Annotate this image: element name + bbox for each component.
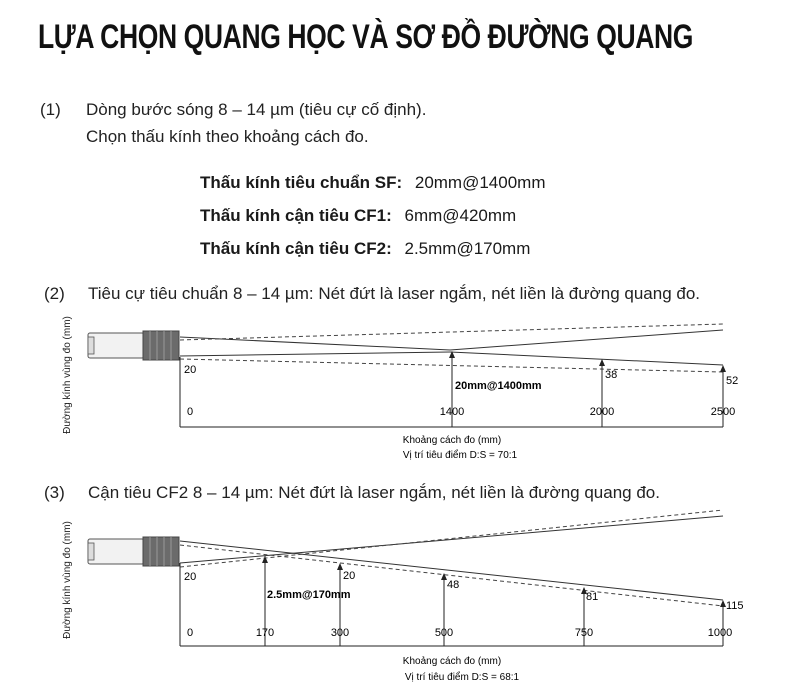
- spot-label: 38: [605, 369, 618, 381]
- tick-label: 170: [255, 627, 275, 639]
- section3-number: (3): [44, 483, 65, 502]
- arrow-icon: [262, 556, 268, 563]
- start-spot-label: 20: [184, 571, 197, 583]
- spot-label: 20: [343, 570, 356, 582]
- section3-heading: Cận tiêu CF2 8 – 14 µm: Nét đứt là laser ngắm, nét liền là đường quang đo.: [88, 483, 660, 502]
- lens-value: 2.5mm@170mm: [404, 239, 531, 258]
- focus-label: 2.5mm@170mm: [267, 589, 351, 601]
- start-spot-label: 20: [184, 364, 197, 376]
- y-axis-label: Đường kính vùng đo (mm): [62, 521, 73, 639]
- spot-label: 48: [447, 579, 460, 591]
- sensor-icon: [88, 537, 179, 566]
- tick-label: 2000: [589, 406, 615, 418]
- spot-label: 115: [726, 600, 744, 612]
- section1-line2: Chọn thấu kính theo khoảng cách đo.: [86, 127, 369, 146]
- laser-line-upper: [180, 510, 723, 567]
- lens-label: Thấu kính cận tiêu CF1:: [200, 206, 392, 225]
- ratio-label: Vị trí tiêu điểm D:S = 68:1: [404, 672, 520, 683]
- tick-label: 0: [186, 406, 194, 418]
- section2-heading: Tiêu cự tiêu chuẩn 8 – 14 µm: Nét đứt là laser ngắm, nét liền là đường quang đo.: [88, 284, 701, 303]
- tick-label: 2500: [710, 406, 736, 418]
- lens-value: 20mm@1400mm: [414, 173, 546, 192]
- tick-label: 1400: [439, 406, 465, 418]
- x-axis-label: Khoảng cách đo (mm): [402, 656, 502, 667]
- lens-label: Thấu kính tiêu chuẩn SF:: [200, 173, 403, 192]
- y-axis-label: Đường kính vùng đo (mm): [62, 316, 73, 434]
- x-axis-label: Khoảng cách đo (mm): [402, 435, 502, 446]
- laser-line-lower: [180, 545, 723, 606]
- spot-label: 52: [726, 375, 739, 387]
- tick-label: 500: [434, 627, 454, 639]
- section2-number: (2): [44, 284, 65, 303]
- tick-label: 1000: [707, 627, 733, 639]
- section1-line1: Dòng bước sóng 8 – 14 µm (tiêu cự cố định).: [86, 100, 427, 119]
- section1-number: (1): [40, 100, 61, 119]
- lens-value: 6mm@420mm: [404, 206, 517, 225]
- spot-label: 81: [586, 591, 599, 603]
- lens-label: Thấu kính cận tiêu CF2:: [200, 239, 392, 258]
- focus-label: 20mm@1400mm: [455, 380, 542, 392]
- optical-path-upper: [180, 516, 723, 563]
- tick-label: 0: [186, 627, 194, 639]
- optical-path-lower: [180, 541, 723, 600]
- arrow-icon: [337, 563, 343, 570]
- page-title: LỰA CHỌN QUANG HỌC VÀ SƠ ĐỒ ĐƯỜNG QUANG: [38, 18, 694, 56]
- tick-label: 300: [330, 627, 350, 639]
- ratio-label: Vị trí tiêu điểm D:S = 70:1: [402, 450, 518, 461]
- tick-label: 750: [574, 627, 594, 639]
